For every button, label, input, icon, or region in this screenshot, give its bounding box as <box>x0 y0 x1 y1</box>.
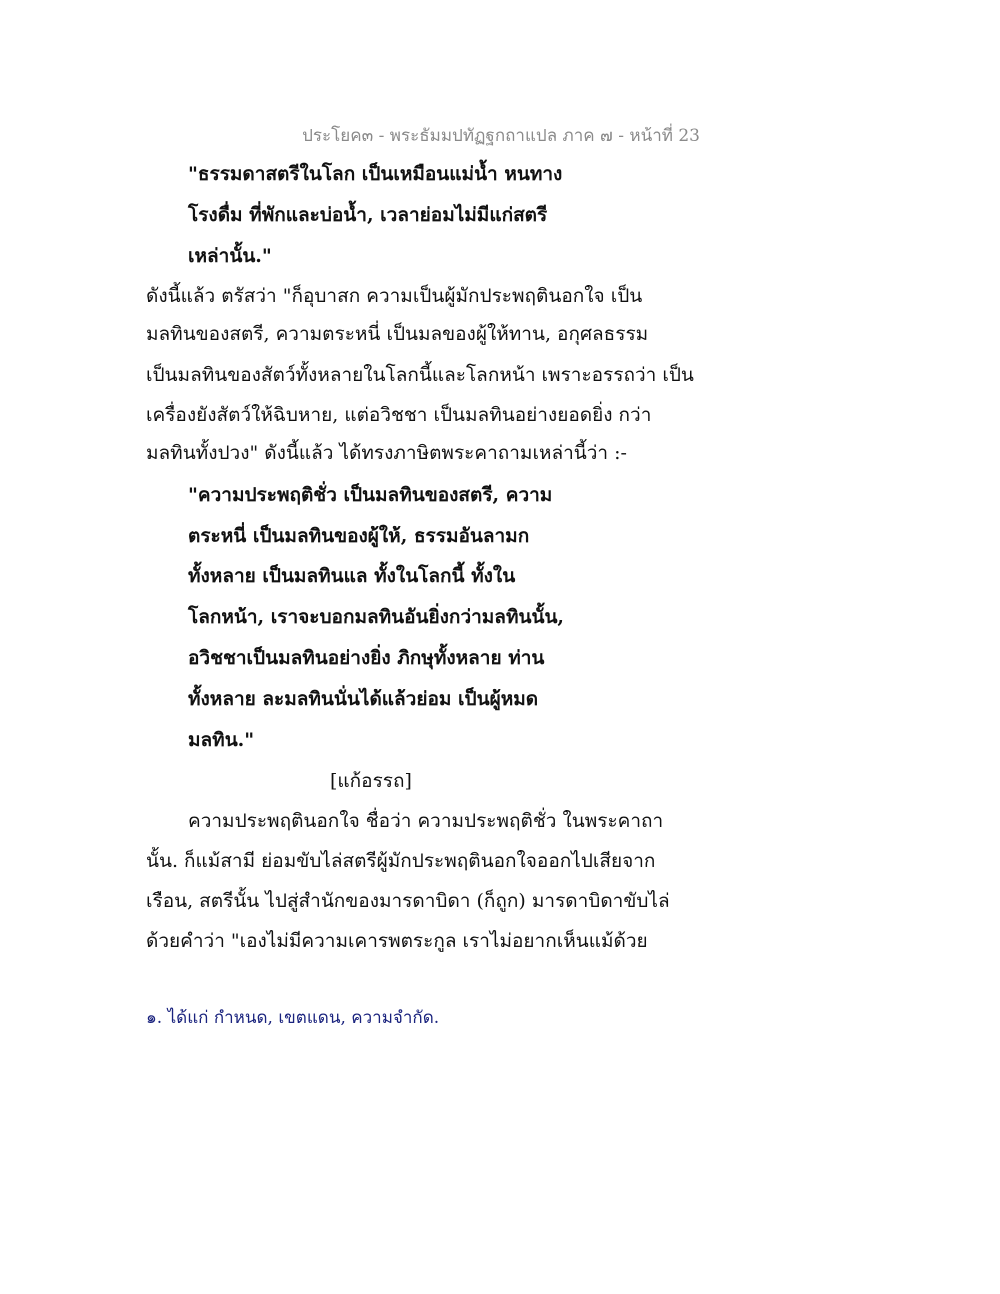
prose-line: เครื่องยังสัตว์ให้ฉิบหาย, แต่อวิชชา เป็นมลทินอย่างยอดยิ่ง กว่า <box>146 404 652 426</box>
verse-line: ทั้งหลาย เป็นมลทินแล ทั้งในโลกนี้ ทั้งใน <box>188 565 516 587</box>
verse-line: เหล่านั้น." <box>188 245 272 267</box>
footnote: ๑. ได้แก่ กำหนด, เขตแดน, ความจำกัด. <box>146 1008 440 1028</box>
verse-line: มลทิน." <box>188 729 255 751</box>
verse-line: "ธรรมดาสตรีในโลก เป็นเหมือนแม่น้ำ หนทาง <box>188 163 563 185</box>
prose-line: นั้น. ก็แม้สามี ย่อมขับไล่สตรีผู้มักประพฤตินอกใจออกไปเสียจาก <box>146 850 656 872</box>
prose-line: ด้วยคำว่า "เองไม่มีความเคารพตระกูล เราไม่อยากเห็นแม้ด้วย <box>146 930 648 952</box>
prose-line: ความประพฤตินอกใจ ชื่อว่า ความประพฤติชั่ว ในพระคาถา <box>188 810 664 832</box>
verse-line: อวิชชาเป็นมลทินอย่างยิ่ง ภิกษุทั้งหลาย ท่าน <box>188 647 545 669</box>
verse-line: ตระหนี่ เป็นมลทินของผู้ให้, ธรรมอันลามก <box>188 525 530 547</box>
verse-line: "ความประพฤติชั่ว เป็นมลทินของสตรี, ความ <box>188 484 553 506</box>
verse-line: ทั้งหลาย ละมลทินนั่นได้แล้วย่อม เป็นผู้หมด <box>188 688 539 710</box>
running-header: ประโยค๓ - พระธัมมปทัฏฐกถาแปล ภาค ๗ - หน้าที่ 23 <box>302 126 700 146</box>
prose-line: มลทินของสตรี, ความตระหนี่ เป็นมลของผู้ให้ทาน, อกุศลธรรม <box>146 323 649 345</box>
section-title: [แก้อรรถ] <box>330 770 412 792</box>
verse-line: โรงดื่ม ที่พักและบ่อน้ำ, เวลาย่อมไม่มีแก่สตรี <box>188 204 548 226</box>
prose-line: เรือน, สตรีนั้น ไปสู่สำนักของมารดาบิดา (ก็ถูก) มารดาบิดาขับไล่ <box>146 890 670 912</box>
prose-line: ดังนี้แล้ว ตรัสว่า "ก็อุบาสก ความเป็นผู้มักประพฤตินอกใจ เป็น <box>146 285 643 307</box>
prose-line: มลทินทั้งปวง" ดังนี้แล้ว ได้ทรงภาษิตพระคาถามเหล่านี้ว่า :- <box>146 442 627 464</box>
prose-line: เป็นมลทินของสัตว์ทั้งหลายในโลกนี้และโลกหน้า เพราะอรรถว่า เป็น <box>146 364 694 386</box>
verse-line: โลกหน้า, เราจะบอกมลทินอันยิ่งกว่ามลทินนั้น, <box>188 606 565 628</box>
